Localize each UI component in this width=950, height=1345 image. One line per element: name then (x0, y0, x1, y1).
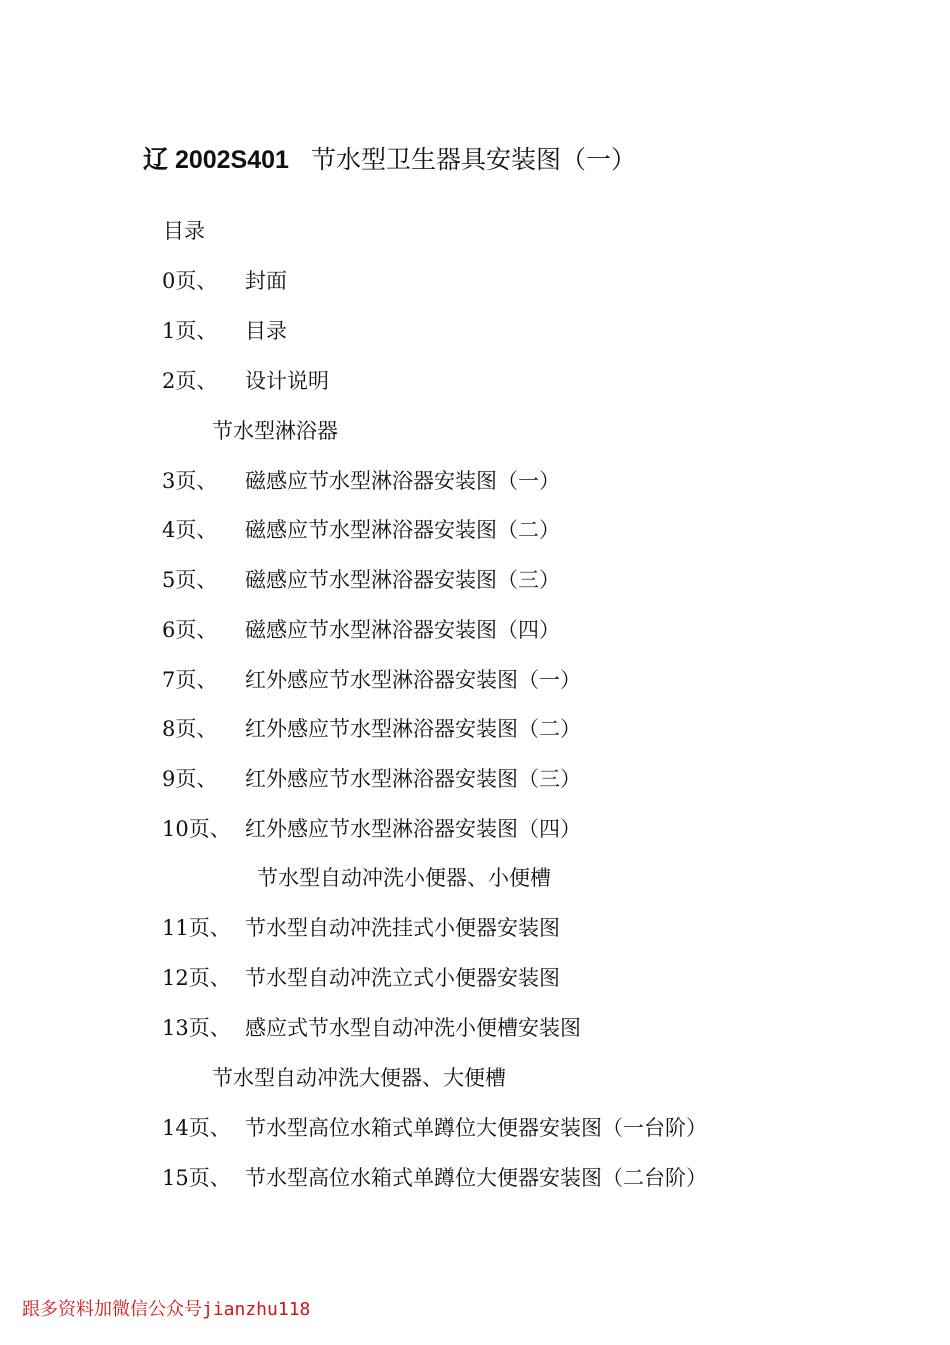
toc-entry-title: 感应式节水型自动冲洗小便槽安装图 (245, 1016, 581, 1040)
toc-entry-title: 磁感应节水型淋浴器安装图（一） (245, 469, 560, 493)
toc-entry (162, 963, 560, 993)
toc-page-number: 8页、 (162, 717, 218, 741)
document-name: 节水型卫生器具安装图（一） (310, 145, 636, 174)
toc-entry (162, 366, 329, 396)
toc-entry-title: 目录 (245, 319, 287, 343)
toc-entry-title: 磁感应节水型淋浴器安装图（三） (245, 568, 560, 592)
toc-section-heading: 节水型自动冲洗小便器、小便槽 (257, 866, 551, 890)
toc-entry-title: 磁感应节水型淋浴器安装图（四） (245, 618, 560, 642)
toc-entry (162, 515, 560, 545)
toc-section-heading: 节水型自动冲洗大便器、大便槽 (212, 1066, 506, 1090)
toc-page-number: 9页、 (162, 767, 218, 791)
toc-entry-title: 红外感应节水型淋浴器安装图（三） (245, 767, 581, 791)
toc-entry (162, 714, 581, 744)
document-code: 辽 2002S401 (143, 146, 289, 174)
toc-entry (162, 913, 560, 943)
toc-page-number: 3页、 (162, 469, 218, 493)
toc-entry-title: 节水型高位水箱式单蹲位大便器安装图（一台阶） (245, 1116, 707, 1140)
toc-entry (162, 615, 560, 645)
toc-page-number: 5页、 (162, 568, 218, 592)
toc-page-number: 0页、 (162, 269, 218, 293)
toc-heading: 目录 (163, 219, 205, 243)
toc-entry (162, 814, 581, 844)
toc-page-number: 15页、 (162, 1166, 231, 1190)
toc-entry-title: 节水型自动冲洗立式小便器安装图 (245, 966, 560, 990)
toc-entry-title: 磁感应节水型淋浴器安装图（二） (245, 518, 560, 542)
toc-entry (162, 764, 581, 794)
toc-page-number: 4页、 (162, 518, 218, 542)
toc-page-number: 11页、 (162, 916, 231, 940)
toc-entry (162, 565, 560, 595)
toc-entry (162, 1113, 707, 1143)
toc-page-number: 14页、 (162, 1116, 231, 1140)
toc-entry (162, 466, 560, 496)
toc-page-number: 1页、 (162, 319, 218, 343)
footer-watermark-note: 跟多资料加微信公众号jianzhu118 (22, 1299, 311, 1320)
toc-entry-title: 红外感应节水型淋浴器安装图（二） (245, 717, 581, 741)
toc-entry (162, 665, 581, 695)
toc-entry (162, 316, 287, 346)
toc-page-number: 6页、 (162, 618, 218, 642)
toc-entry (162, 1013, 581, 1043)
toc-page-number: 13页、 (162, 1016, 231, 1040)
document-title (143, 141, 636, 179)
toc-entry-title: 红外感应节水型淋浴器安装图（四） (245, 817, 581, 841)
toc-entry (162, 266, 287, 296)
toc-entry-title: 红外感应节水型淋浴器安装图（一） (245, 668, 581, 692)
toc-page-number: 7页、 (162, 668, 218, 692)
toc-section-heading: 节水型淋浴器 (212, 419, 338, 443)
toc-entry-title: 设计说明 (245, 369, 329, 393)
toc-page-number: 10页、 (162, 817, 231, 841)
toc-entry-title: 节水型高位水箱式单蹲位大便器安装图（二台阶） (245, 1166, 707, 1190)
toc-entry-title: 封面 (245, 269, 287, 293)
toc-page-number: 12页、 (162, 966, 231, 990)
toc-entry-title: 节水型自动冲洗挂式小便器安装图 (245, 916, 560, 940)
toc-entry (162, 1163, 707, 1193)
toc-page-number: 2页、 (162, 369, 218, 393)
